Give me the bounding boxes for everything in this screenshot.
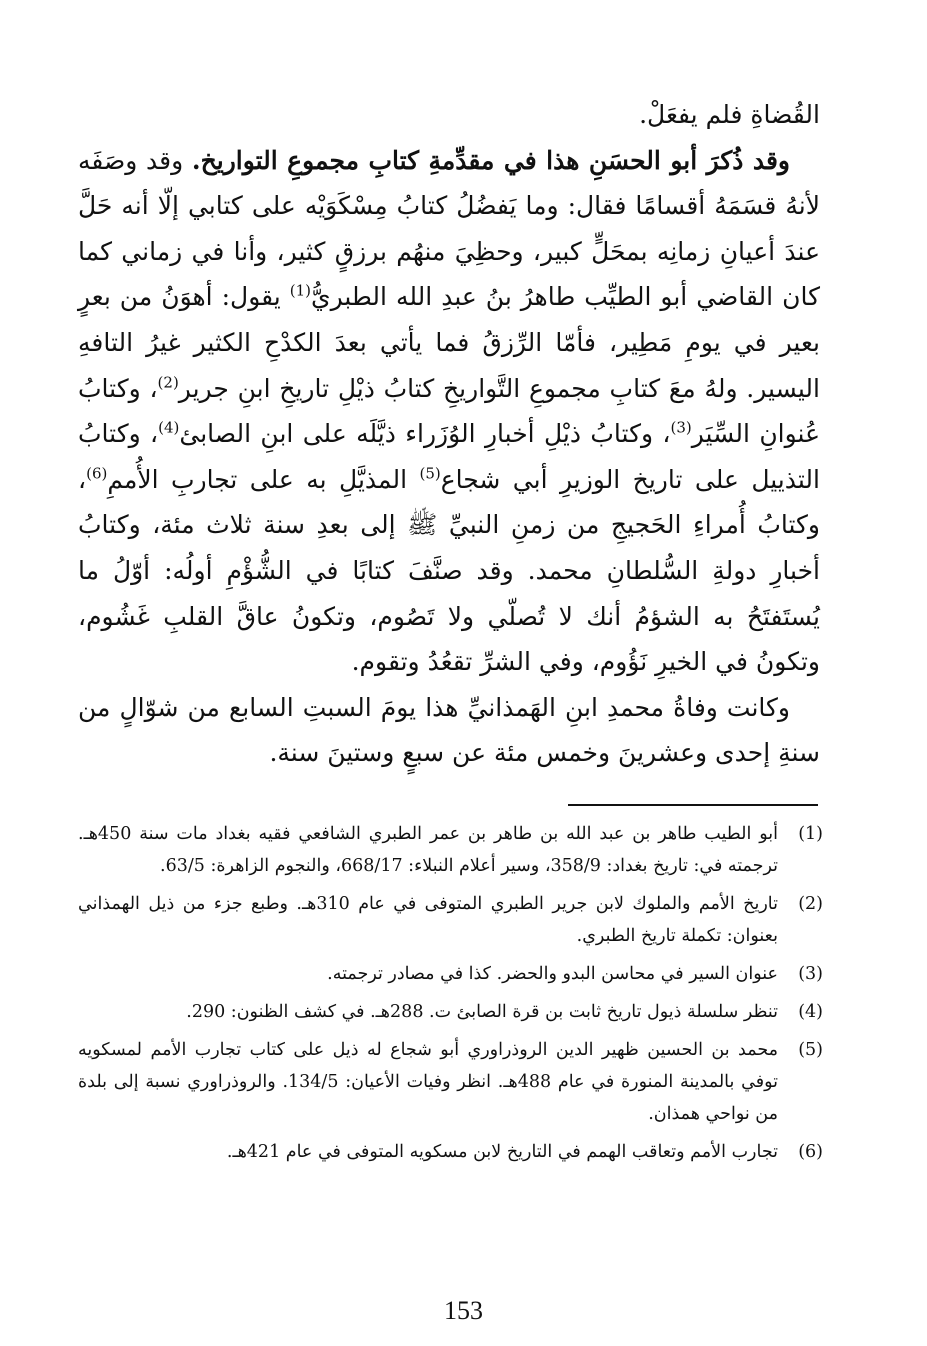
paragraph-3: وكانت وفاةُ محمدِ ابنِ الهَمذانيِّ هذا يومَ السبتِ السابع من شوّالٍ من سنةِ إحدى وعشرينَ وخمس مئة عن سبعٍ وستينَ سنة. bbox=[78, 692, 820, 768]
footnote-number: (1) bbox=[798, 824, 823, 844]
footnote-ref-1[interactable]: (1) bbox=[289, 282, 311, 301]
page-number: 153 bbox=[444, 1296, 483, 1325]
footnote-ref-3[interactable]: (3) bbox=[670, 418, 692, 437]
footnote-item bbox=[78, 1034, 823, 1130]
footnote-item bbox=[78, 1136, 823, 1168]
paragraph-2 bbox=[78, 138, 820, 685]
footnote-number: (6) bbox=[798, 1142, 823, 1162]
paragraph-1: القُضاةِ فلم يفعَلْ. bbox=[639, 100, 820, 129]
paragraph-2-text-b: يقول: أهوَنُ من بعرٍ بعير في يومِ مَطِير، فأمّا الرِّزقُ فما يأتي بعدَ الكدْحِ الكثير غيرُ التافهِ اليسير. ولهُ معَ كتابِ مجموعِ التَّواريخِ كتابُ ذيْلِ تاريخِ ابنِ جرير bbox=[78, 282, 820, 403]
footnote-item bbox=[78, 958, 823, 990]
footnote-text: أبو الطيب طاهر بن عبد الله بن طاهر بن عمر الطبري الشافعي فقيه بغداد مات سنة 450هـ. ترجمته في: تاريخ بغداد: 358/9، وسير أعلام النبلاء: 668/17، والنجوم الزاهرة: 63/5. bbox=[78, 824, 778, 876]
footnote-text: محمد بن الحسين ظهير الدين الروذراوري أبو شجاع له ذيل على كتاب تجارب الأمم لمسكويه توفي بالمدينة المنورة في عام 488هـ. انظر وفيات الأعيان: 134/5. والروذراوري نسبة إلى بلدة من نواحي همذان. bbox=[78, 1040, 778, 1124]
footnote-number: (5) bbox=[798, 1040, 823, 1060]
paragraph-2-text-e: ، وكتابُ التذييل على تاريخ الوزيرِ أبي شجاع bbox=[78, 419, 820, 494]
footnote-text: عنوان السير في محاسن البدو والحضر. كذا في مصادر ترجمته. bbox=[327, 964, 778, 984]
footnote-divider bbox=[568, 804, 818, 806]
main-text bbox=[78, 92, 820, 776]
footnote-ref-2[interactable]: (2) bbox=[157, 373, 179, 392]
footnote-item bbox=[78, 818, 823, 882]
paragraph-2-text-g: ، وكتابُ أُمراءِ الحَجيجِ من زمنِ النبيِّ ﷺ إلى بعدِ سنة ثلاث مئة، وكتابُ أخبارِ دولةِ السُّلطانِ محمد. وقد صنَّفَ كتابًا في الشُّؤْمِ أولُه: أوّلُ ما يُستَفتَحُ به الشؤمُ أنك لا تُصلّي ولا تَصُوم، وتكونُ عاقَّ القلبِ غَشُوم، وتكونُ في الخيرِ نَؤُوم، وفي الشرِّ تقعُدُ وتقوم. bbox=[78, 464, 820, 677]
footnote-text: تنظر سلسلة ذيول تاريخ ثابت بن قرة الصابئ ت. 288هـ. في كشف الظنون: 290. bbox=[186, 1002, 778, 1022]
paragraph-2-text-d: ، وكتابُ ذيْلِ أخبارِ الوُزَراء ذيَّلَه على ابنِ الصابئ bbox=[179, 419, 671, 449]
footnote-number: (2) bbox=[798, 894, 823, 914]
paragraph-2-text-a: وقد وصَفَه لأنهُ قسَمَهُ أقسامًا فقال: وما يَفضُلُ كتابُ مِسْكَوَيْه على كتابي إلّا أنه حَلَّ عندَ أعيانِ زمانِه بمحَلٍّ كبير، وحظِيَ منهُم برزقٍ كثير، وأنا في زماني كما كان القاضي أبو الطيِّب طاهرُ بنُ عبدِ الله الطبريُّ bbox=[78, 145, 820, 312]
paragraph-2-bold-lead: وقد ذُكرَ أبو الحسَنِ هذا في مقدِّمةِ كتابِ مجموعِ التواريخ. bbox=[191, 145, 791, 175]
paragraph-2-text-c: ، وكتابُ عُنوانِ السِّيَر bbox=[78, 373, 821, 449]
footnote-item bbox=[78, 888, 823, 952]
footnote-number: (3) bbox=[798, 964, 823, 984]
footnote-ref-5[interactable]: (5) bbox=[419, 464, 441, 483]
footnote-ref-4[interactable]: (4) bbox=[158, 418, 180, 437]
footnote-number: (4) bbox=[798, 1002, 823, 1022]
footnote-item bbox=[78, 996, 823, 1028]
footnote-ref-6[interactable]: (6) bbox=[86, 464, 108, 483]
footnotes bbox=[78, 818, 823, 1174]
footnote-text: تاريخ الأمم والملوك لابن جرير الطبري المتوفى في عام 310هـ. وطبع جزء من ذيل الهمذاني بعنوان: تكملة تاريخ الطبري. bbox=[78, 894, 778, 946]
paragraph-2-text-f: المذيَّلِ به على تجاربِ الأُممِ bbox=[107, 464, 420, 494]
footnote-text: تجارب الأمم وتعاقب الهمم في التاريخ لابن مسكويه المتوفى في عام 421هـ. bbox=[226, 1142, 778, 1162]
